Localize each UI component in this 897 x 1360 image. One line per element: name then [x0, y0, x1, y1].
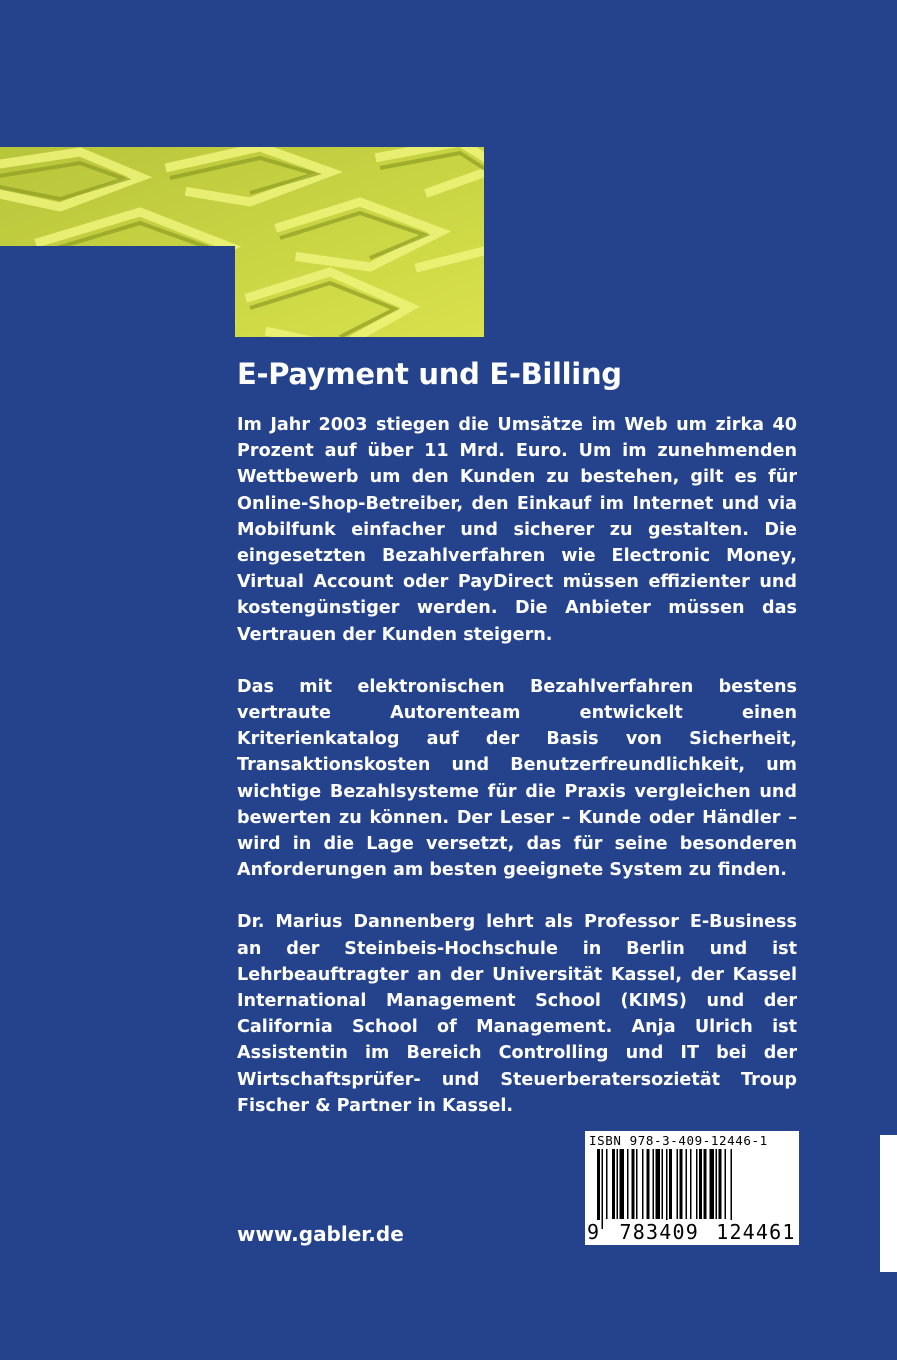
- maze-cutout: [0, 246, 235, 338]
- blurb-paragraph: Im Jahr 2003 stiegen die Umsätze im Web um zirka 40 Prozent auf über 11 Mrd. Euro. Um im zunehmenden Wettbewerb um den Kunden zu bestehen, gilt es für Online-Shop-Betreiber, den Einkauf im Internet und via Mobilfunk einfacher und sicherer zu gestalten. Die eingesetzten Bezahlverfahren wie Electronic Money, Virtual Account oder PayDirect müssen effizienter und kostengünstiger werden. Die Anbieter müssen das Vertrauen der Kunden steigern.: [237, 415, 797, 645]
- blurb-paragraph: Das mit elektronischen Bezahlverfahren bestens vertraute Autorenteam entwickelt einen Kriterienkatalog auf der Basis von Sicherheit, Transaktionskosten und Benutzerfreundlichkeit, um wichtige Bezahlsysteme für die Praxis vergleichen und bewerten zu können. Der Leser – Kunde oder Händler – wird in die Lage versetzt, das für seine besonderen Anforderungen am besten geeignete System zu finden.: [237, 676, 797, 881]
- barcode-icon: [593, 1149, 793, 1229]
- ean-right-group: 124461: [716, 1220, 796, 1244]
- ean-left-group: 783409: [619, 1220, 699, 1244]
- edge-strip: [880, 1135, 897, 1272]
- ean-first-digit: 9: [587, 1220, 601, 1244]
- author-bio-paragraph: Dr. Marius Dannenberg lehrt als Professor E-Business an der Steinbeis-Hochschule in Berlin und ist Lehrbeauftragter an der Universität Kassel, der Kassel International Management School (KIMS) und der California School of Management. Anja Ulrich ist Assistentin im Bereich Controlling und IT bei der Wirtschaftsprüfer- und Steuerberatersozietät Troup Fischer & Partner in Kassel.: [237, 912, 797, 1116]
- blurb: [237, 412, 797, 1145]
- isbn-label: ISBN 978-3-409-12446-1: [589, 1133, 768, 1148]
- ean-digits: [587, 1220, 799, 1244]
- isbn-barcode-box: [585, 1131, 799, 1245]
- book-title: E-Payment und E-Billing: [237, 357, 622, 391]
- publisher-website: www.gabler.de: [237, 1222, 404, 1246]
